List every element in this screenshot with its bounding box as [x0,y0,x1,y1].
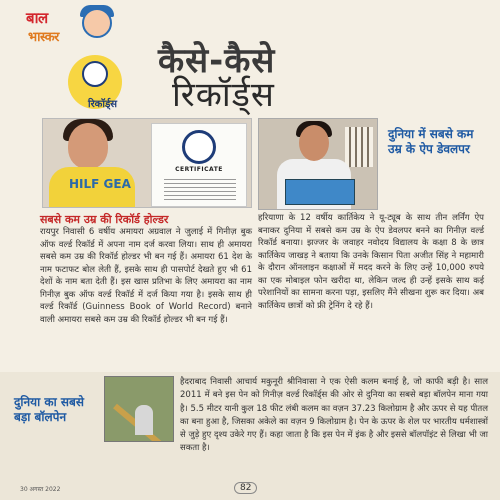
certificate [151,123,247,207]
footer-date: 30 अगस्त 2022 [20,486,61,493]
boy-face [299,125,329,161]
girl-certificate-photo [42,118,252,208]
girl-face [68,123,108,169]
logo-face [82,8,112,38]
window [345,127,373,167]
right-article-heading: दुनिया में सबसे कम उम्र के ऐप डेवलपर [388,127,474,156]
certificate-title: CERTIFICATE [175,166,223,173]
ballpen-photo [104,376,174,442]
left-article-body: रायपुर निवासी 6 वर्षीय अमायरा अग्रवाल ने जुलाई में गिनीज़ बुक ऑफ वर्ल्ड रिकॉर्ड में अपना नाम दर्ज करवा लिया। साथ ही अमायरा सबसे कम उम्र की रिकॉर्ड होल्डर भी बन गई हैं। अमायरा 61 देश के नाम फटाफट बोल लेती हैं, इसके साथ ही पासपोर्ट देखते हुए भी 61 देशों के नाम बता देती हैं। इस खास प्रतिभा के लिए अमायरा का नाम गिनीज़ बुक ऑफ वर्ल्ड रिकॉर्ड में दर्ज किया गया है। इसके साथ ही वर्ल्ड रिकॉर्ड (Guinness Book of World Record) बनाने वाली अमायरा सबसे कम उम्र की रिकॉर्ड होल्डर भी बन गई हैं। [40,227,252,325]
badge-label: रिकॉर्ड्स [88,99,118,110]
boy-book [285,179,355,205]
bal-bhaskar-logo [10,6,120,46]
logo-line2: भास्कर [28,30,59,45]
shirt-text: HILF GEA [69,177,131,191]
bottom-article-heading: दुनिया का सबसे बड़ा बॉलपेन [14,395,84,424]
boy-app-developer-photo [258,118,378,210]
page-title-line1: कैसे-कैसे [158,41,276,81]
logo-line1: बाल [26,9,48,27]
page-number: 82 [234,482,257,494]
bottom-article-body: हैदराबाद निवासी आचार्य मकुनूरी श्रीनिवासा ने एक ऐसी कलम बनाई है, जो काफी बड़ी है। साल 2011 में बने इस पेन को गिनीज़ वर्ल्ड रिकॉर्ड्स की ओर से दुनिया का सबसे बड़ा बॉलपेन माना गया है। 5.5 मीटर यानी कुल 18 फीट लंबी कलम का वज़न 37.23 किलोग्राम है और ऊपर से यह पीतल का बना हुआ है, जिसका अकेले का वज़न 9 किलोग्राम है। पेन के ऊपर के शेल पर भारतीय धर्मशास्त्रों से जुड़े हुए दृश्य उकेरे गए हैं। कहा जाता है कि इस पेन में इंक है और इससे बॉलपॉइंट से लिखा भी जा सकता है। [180,377,488,454]
page-title-line2: रिकॉर्ड्स [172,75,275,115]
left-article-heading: सबसे कम उम्र की रिकॉर्ड होल्डर [40,213,169,226]
man-figure [135,405,153,435]
right-article-body: हरियाणा के 12 वर्षीय कार्तिकेय ने यू-ट्यूब के साथ तीन लर्निंग ऐप बनाकर दुनिया में सबसे कम उम्र के ऐप डेवलपर बनने का गिनीज़ वर्ल्ड रिकॉर्ड बनाया। झज्जर के जवाहर नवोदय विद्यालय के कक्षा 8 के छात्र कार्तिकेय जाखड़ ने बताया कि उनके किसान पिता अजीत सिंह ने महामारी के दौरान ऑनलाइन कक्षाओं में मदद करने के लिए उन्हें 10,000 रुपये का एक मोबाइल फोन खरीदा था, लेकिन जल्द ही उन्हें इसके साथ कई परेशानियों का सामना करना पड़ा, इसलिए मैंने सीखना शुरू कर दिया। अब कार्तिकेय छात्रों को फ्री ट्रेनिंग दे रहे हैं। [258,213,484,311]
certificate-text-lines [164,176,236,200]
guinness-logo-icon [82,61,108,87]
certificate-logo-icon [182,130,216,164]
